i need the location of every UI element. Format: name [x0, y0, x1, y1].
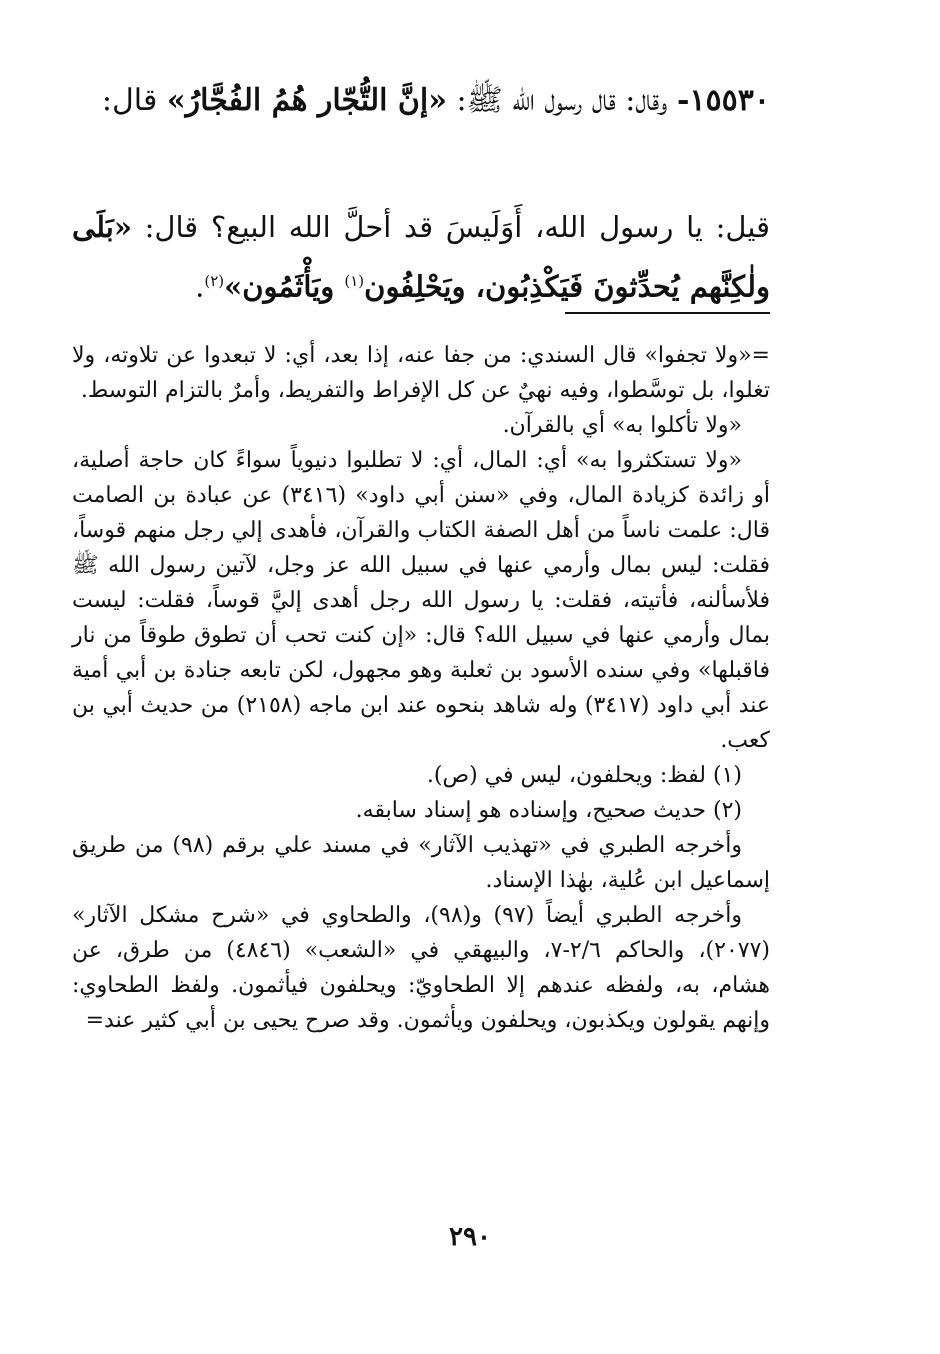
footnote-paragraph: «ولا تستكثروا به» أي: المال، أي: لا تطلبوا دنيوياً سواءً كان حاجة أصلية، أو زائدة كزيادة المال، وفي «سنن أبي داود» (٣٤١٦) عن عبادة بن الصامت قال: علمت ناساً من أهل الصفة الكتاب والقرآن، فأهدى إلي رجل منهم قوساً، فقلت: ليس بمال وأرمي عنها في سبيل الله عز وجل، لآتين رسول الله ﷺ فلأسألنه، فأتيته، فقلت: يا رسول الله رجل أهدى إليَّ قوساً، فقلت: ليست بمال وأرمي عنها في سبيل الله؟ قال: «إن كنت تحب أن تطوق طوقاً من نار فاقبلها» وفي سنده الأسود بن ثعلبة وهو مجهول، لكن تابعه جنادة بن أبي أمية عند أبي داود (٣٤١٧) وله شاهد بنحوه عند ابن ماجه (٢١٥٨) من حديث أبي بن كعب. [72, 448, 771, 753]
footnote-1: (١) لفظ: ويحلفون، ليس في (ص). [426, 763, 742, 788]
footnote-ref-2: (٢) [204, 272, 225, 290]
footnote-paragraph: وأخرجه الطبري في «تهذيب الآثار» في مسند علي برقم (٩٨) من طريق إسماعيل ابن عُلية، بهٰذا الإسناد. [72, 833, 770, 893]
hadith-intro: وقال: قال رسول الله ﷺ: [447, 83, 668, 118]
footnote-ref-1: (١) [344, 272, 365, 290]
hadith-question: قيل: يا رسول الله، أَوَلَيسَ قد أحلَّ الله البيع؟ قال: [131, 210, 770, 244]
footnotes-section [72, 338, 770, 1038]
hadith-period: . [195, 269, 205, 304]
footnote-separator [565, 312, 770, 314]
hadith-number: ١٥٥٣٠- [676, 83, 770, 118]
hadith-answer-quote-end: ويَأْثَمُون» [224, 269, 345, 304]
footnote-paragraph: وأخرجه الطبري أيضاً (٩٧) و(٩٨)، والطحاوي في «شرح مشكل الآثار» (٢٠٧٧)، والحاكم ٢/٦-٧، والبيهقي في «الشعب» (٤٨٤٦) من طرق، عن هشام، به، ولفظه عندهم إلا الطحاويّ: ويحلفون فيأثمون. ولفظ الطحاوي: وإنهم يقولون ويكذبون، ويحلفون ويأثمون. وقد صرح يحيى بن أبي كثير عند= [72, 903, 770, 1033]
page-number: ٢٩٠ [449, 1222, 491, 1252]
hadith-continuation: قال: [101, 83, 158, 118]
hadith-15530 [72, 74, 770, 128]
hadith-dialogue [72, 200, 770, 314]
footnote-paragraph: «ولا تأكلوا به» أي بالقرآن. [502, 413, 742, 438]
footnote-continuation: =«ولا تجفوا» قال السندي: من جفا عنه، إذا بعد، أي: لا تبعدوا عن تلاوته، ولا تغلوا، بل توسَّطوا، وفيه نهيٌ عن كل الإفراط والتفريط، وأمرٌ بالتزام التوسط. [72, 343, 770, 403]
hadith-quote: «إنَّ التُّجّار هُمُ الفُجَّارُ» [166, 83, 447, 118]
hadith-answer-quote: «بَلَى ولٰكِنَّهم يُحدِّثونَ فَيَكْذِبُون، ويَحْلِفُون [72, 210, 770, 304]
footnote-2: (٢) حديث صحيح، وإسناده هو إسناد سابقه. [355, 798, 742, 823]
